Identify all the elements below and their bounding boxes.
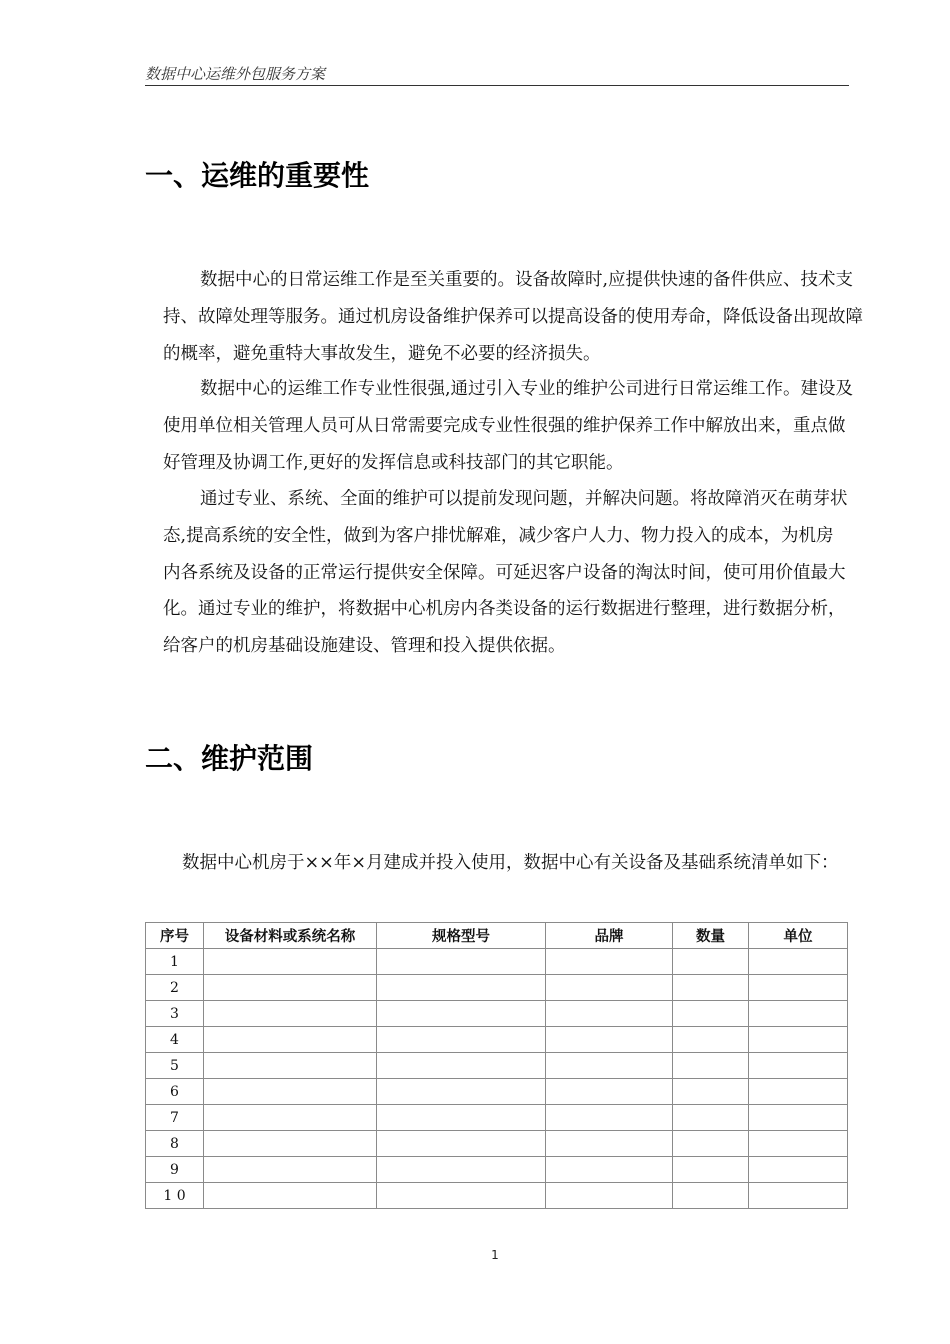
table-cell xyxy=(673,1001,749,1027)
table-row xyxy=(146,1053,848,1079)
column-header-index: 序号 xyxy=(146,923,204,949)
row-index: 1 xyxy=(146,949,204,975)
table-cell xyxy=(204,1183,377,1209)
table-cell xyxy=(377,975,546,1001)
row-index: 9 xyxy=(146,1157,204,1183)
table-cell xyxy=(204,1053,377,1079)
table-cell xyxy=(377,1053,546,1079)
table-cell xyxy=(377,1131,546,1157)
table-row xyxy=(146,1027,848,1053)
table-cell xyxy=(673,975,749,1001)
table-cell xyxy=(749,1079,848,1105)
table-cell xyxy=(673,1079,749,1105)
table-header-row xyxy=(146,923,848,949)
table-cell xyxy=(749,975,848,1001)
table-cell xyxy=(546,949,673,975)
table-cell xyxy=(204,1157,377,1183)
page-header xyxy=(145,64,849,86)
table-cell xyxy=(546,1183,673,1209)
table-row xyxy=(146,949,848,975)
scope-intro-paragraph: 数据中心机房于××年×月建成并投入使用，数据中心有关设备及基础系统清单如下： xyxy=(182,853,839,873)
table-cell xyxy=(377,1027,546,1053)
row-index: 1 0 xyxy=(146,1183,204,1209)
table-cell xyxy=(673,1157,749,1183)
section-heading-scope: 二、维护范围 xyxy=(145,742,314,775)
table-row xyxy=(146,1001,848,1027)
table-cell xyxy=(204,1105,377,1131)
table-cell xyxy=(546,1027,673,1053)
column-header-unit: 单位 xyxy=(749,923,848,949)
page-number: 1 xyxy=(491,1248,499,1262)
table-cell xyxy=(673,1053,749,1079)
table-cell xyxy=(377,1157,546,1183)
table-cell xyxy=(546,1131,673,1157)
table-cell xyxy=(673,1105,749,1131)
table-cell xyxy=(546,1105,673,1131)
table-cell xyxy=(749,949,848,975)
row-index: 7 xyxy=(146,1105,204,1131)
table-row xyxy=(146,1131,848,1157)
table-row xyxy=(146,1105,848,1131)
table-cell xyxy=(204,1131,377,1157)
table-row xyxy=(146,1183,848,1209)
row-index: 2 xyxy=(146,975,204,1001)
table-cell xyxy=(673,1183,749,1209)
table-cell xyxy=(546,1157,673,1183)
table-cell xyxy=(673,1027,749,1053)
table-cell xyxy=(377,1079,546,1105)
table-cell xyxy=(204,949,377,975)
table-cell xyxy=(546,1079,673,1105)
table-cell xyxy=(749,1027,848,1053)
row-index: 5 xyxy=(146,1053,204,1079)
table-cell xyxy=(749,1001,848,1027)
column-header-name: 设备材料或系统名称 xyxy=(204,923,377,949)
table-cell xyxy=(377,1183,546,1209)
table-row xyxy=(146,1157,848,1183)
row-index: 3 xyxy=(146,1001,204,1027)
equipment-table xyxy=(145,922,848,1209)
row-index: 4 xyxy=(146,1027,204,1053)
table-cell xyxy=(204,1079,377,1105)
table-cell xyxy=(546,1001,673,1027)
row-index: 8 xyxy=(146,1131,204,1157)
table-cell xyxy=(673,949,749,975)
table-cell xyxy=(749,1157,848,1183)
table-cell xyxy=(377,1001,546,1027)
document-title: 数据中心运维外包服务方案 xyxy=(145,65,326,83)
table-cell xyxy=(673,1131,749,1157)
table-cell xyxy=(749,1131,848,1157)
paragraph: 数据中心的日常运维工作是至关重要的。设备故障时,应提供快速的备件供应、技术支持、故障处理等服务。通过机房设备维护保养可以提高设备的使用寿命，降低设备出现故障的概率，避免重特大事故发生，避免不必要的经济损失。 xyxy=(163,270,863,364)
paragraph: 数据中心的运维工作专业性很强,通过引入专业的维护公司进行日常运维工作。建设及使用单位相关管理人员可从日常需要完成专业性很强的维护保养工作中解放出来，重点做好管理及协调工作,更好的发挥信息或科技部门的其它职能。 xyxy=(163,379,854,473)
table-row xyxy=(146,975,848,1001)
column-header-brand: 品牌 xyxy=(546,923,673,949)
row-index: 6 xyxy=(146,1079,204,1105)
table-row xyxy=(146,1079,848,1105)
table-cell xyxy=(204,975,377,1001)
column-header-model: 规格型号 xyxy=(377,923,546,949)
table-cell xyxy=(377,949,546,975)
table-cell xyxy=(377,1105,546,1131)
section-heading-importance: 一、运维的重要性 xyxy=(145,159,370,192)
table-cell xyxy=(204,1027,377,1053)
column-header-quantity: 数量 xyxy=(673,923,749,949)
table-cell xyxy=(749,1183,848,1209)
table-cell xyxy=(204,1001,377,1027)
table-cell xyxy=(546,975,673,1001)
table-cell xyxy=(749,1053,848,1079)
table-cell xyxy=(749,1105,848,1131)
paragraph: 通过专业、系统、全面的维护可以提前发现问题，并解决问题。将故障消灭在萌芽状态,提高系统的安全性，做到为客户排忧解难，减少客户人力、物力投入的成本，为机房内各系统及设备的正常运行提供安全保障。可延迟客户设备的淘汰时间，使可用价值最大化。通过专业的维护，将数据中心机房内各类设备的运行数据进行整理，进行数据分析，给客户的机房基础设施建设、管理和投入提供依据。 xyxy=(163,489,848,657)
table-cell xyxy=(546,1053,673,1079)
